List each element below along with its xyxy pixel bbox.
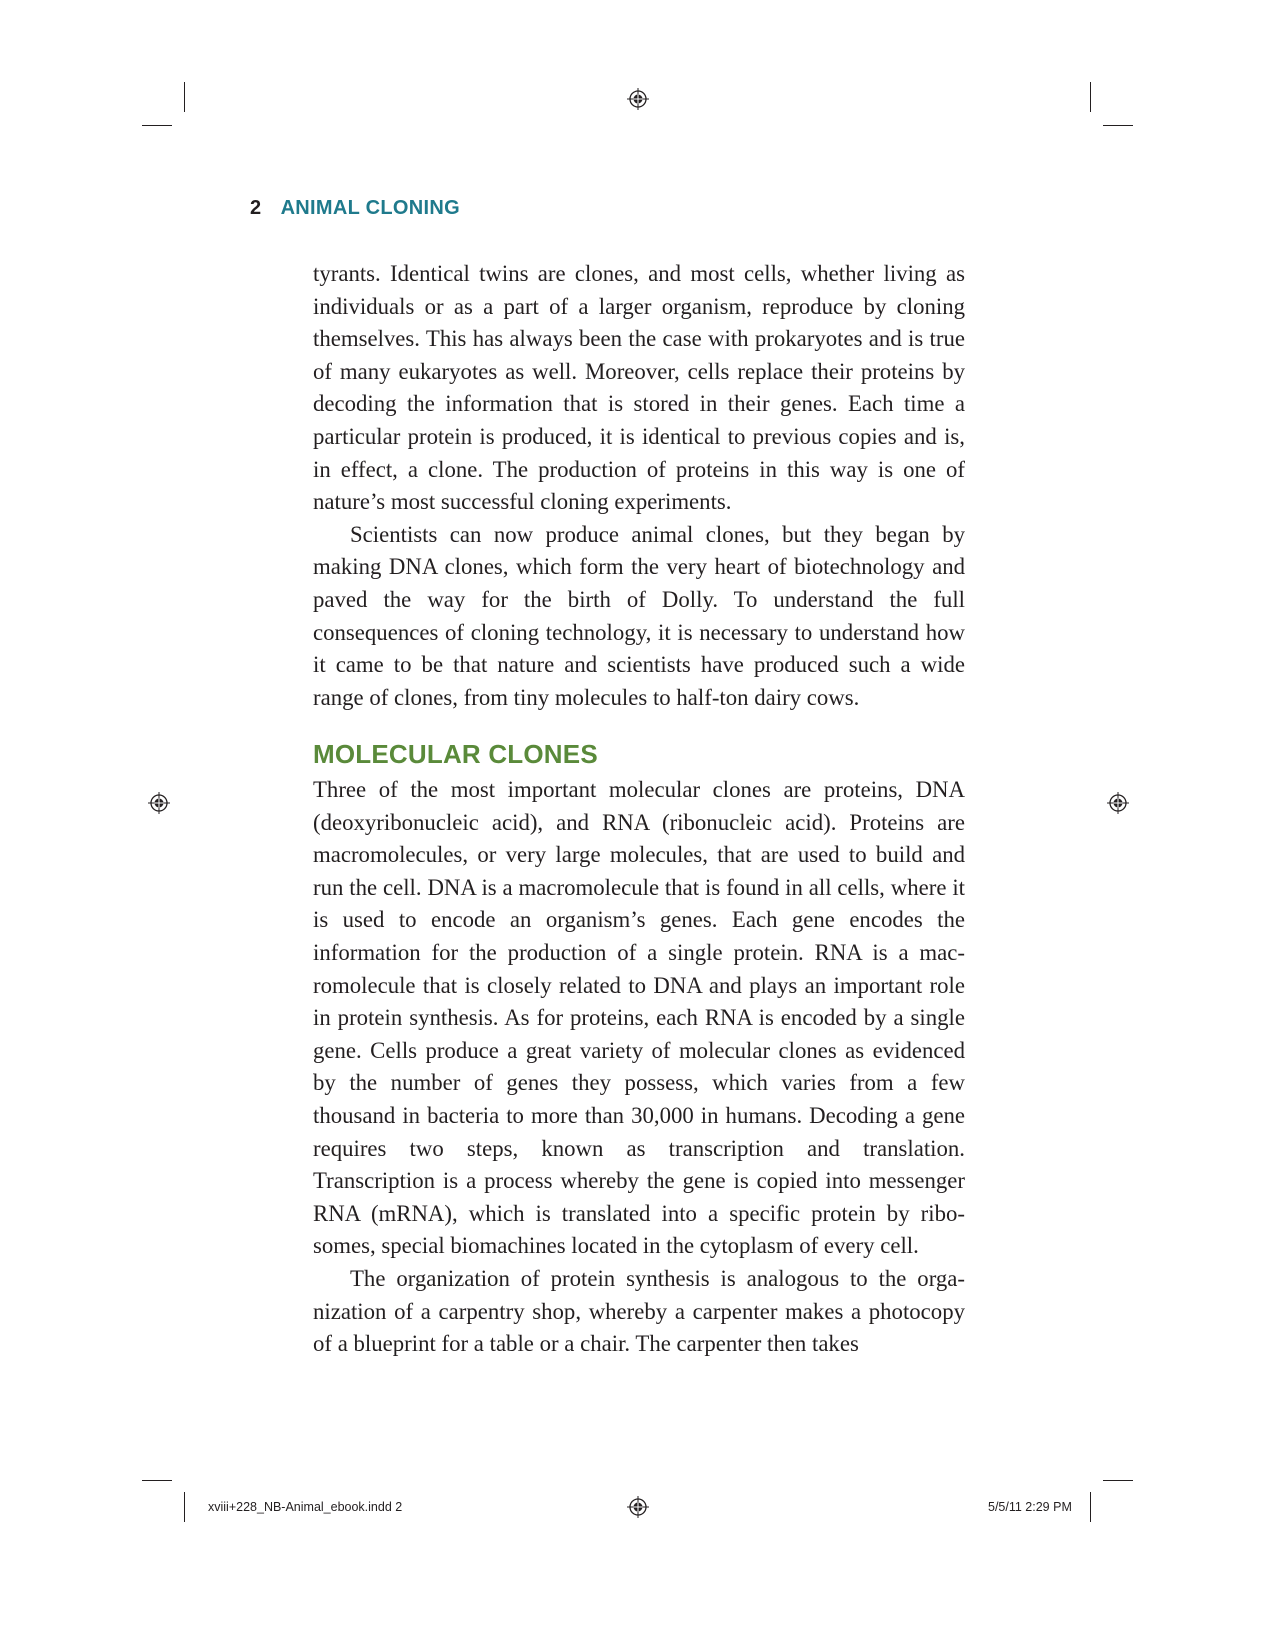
page-number: 2 bbox=[250, 197, 262, 219]
registration-target-icon bbox=[1107, 792, 1129, 814]
body-text-intro bbox=[313, 258, 965, 714]
crop-mark-top-right-vertical bbox=[1090, 82, 1091, 112]
registration-target-icon bbox=[627, 88, 649, 110]
section-heading: MOLECULAR CLONES bbox=[313, 739, 598, 769]
slug-file-info: xviii+228_NB-Animal_ebook.indd 2 bbox=[208, 1500, 403, 1514]
paragraph: Three of the most important molecular clones are proteins, DNA (deoxyribonucleic acid), and RNA (ribonucleic acid). Proteins are macromolecules, or very large molecules, that are used to build and run the cell. DNA is a macromolecule that is found in all cells, where it is used to encode an organism’s genes. Each gene encodes the information for the production of a single protein. RNA is a macromolecule that is closely related to DNA and plays an important role in protein synthesis. As for proteins, each RNA is encoded by a single gene. Cells produce a great variety of molecular clones as evidenced by the number of genes they possess, which varies from a few thousand in bacteria to more than 30,000 in humans. Decoding a gene requires two steps, known as transcription and translation. Transcription is a process whereby the gene is copied into messenger RNA (mRNA), which is translated into a specific protein by ribosomes, special biomachines located in the cytoplasm of every cell. bbox=[313, 777, 965, 1259]
running-head bbox=[250, 197, 460, 220]
crop-mark-top-left-vertical bbox=[184, 82, 185, 112]
registration-target-icon bbox=[148, 792, 170, 814]
paragraph: The organization of protein synthesis is analogous to the organization of a carpentry shop, whereby a carpenter makes a photocopy of a blueprint for a table or a chair. The carpenter then takes bbox=[313, 1265, 965, 1357]
crop-mark-bottom-left-vertical bbox=[184, 1492, 185, 1522]
crop-mark-bottom-right-vertical bbox=[1090, 1492, 1091, 1522]
crop-mark-top-right-horizontal bbox=[1103, 125, 1133, 126]
crop-mark-bottom-right-horizontal bbox=[1103, 1480, 1133, 1481]
paragraph: tyrants. Identical twins are clones, and most cells, whether living as individuals or as a part of a larger organism, reproduce by cloning themselves. This has always been the case with prokaryotes and is true of many eukaryotes as well. Moreover, cells replace their proteins by decoding the information that is stored in their genes. Each time a particular protein is produced, it is identical to previous copies and is, in effect, a clone. The production of proteins in this way is one of nature’s most successful cloning experiments. bbox=[313, 261, 965, 515]
registration-target-icon bbox=[627, 1496, 649, 1518]
body-text-section bbox=[313, 774, 965, 1361]
paragraph: Scientists can now produce animal clones, but they began by making DNA clones, which form the very heart of biotechnology and paved the way for the birth of Dolly. To understand the full consequences of cloning technology, it is necessary to understand how it came to be that nature and scientists have produced such a wide range of clones, from tiny molecules to half-ton dairy cows. bbox=[313, 521, 965, 710]
slug-date-time: 5/5/11 2:29 PM bbox=[988, 1500, 1072, 1514]
crop-mark-top-left-horizontal bbox=[142, 125, 172, 126]
crop-mark-bottom-left-horizontal bbox=[142, 1480, 172, 1481]
book-title: ANIMAL CLONING bbox=[280, 197, 460, 219]
